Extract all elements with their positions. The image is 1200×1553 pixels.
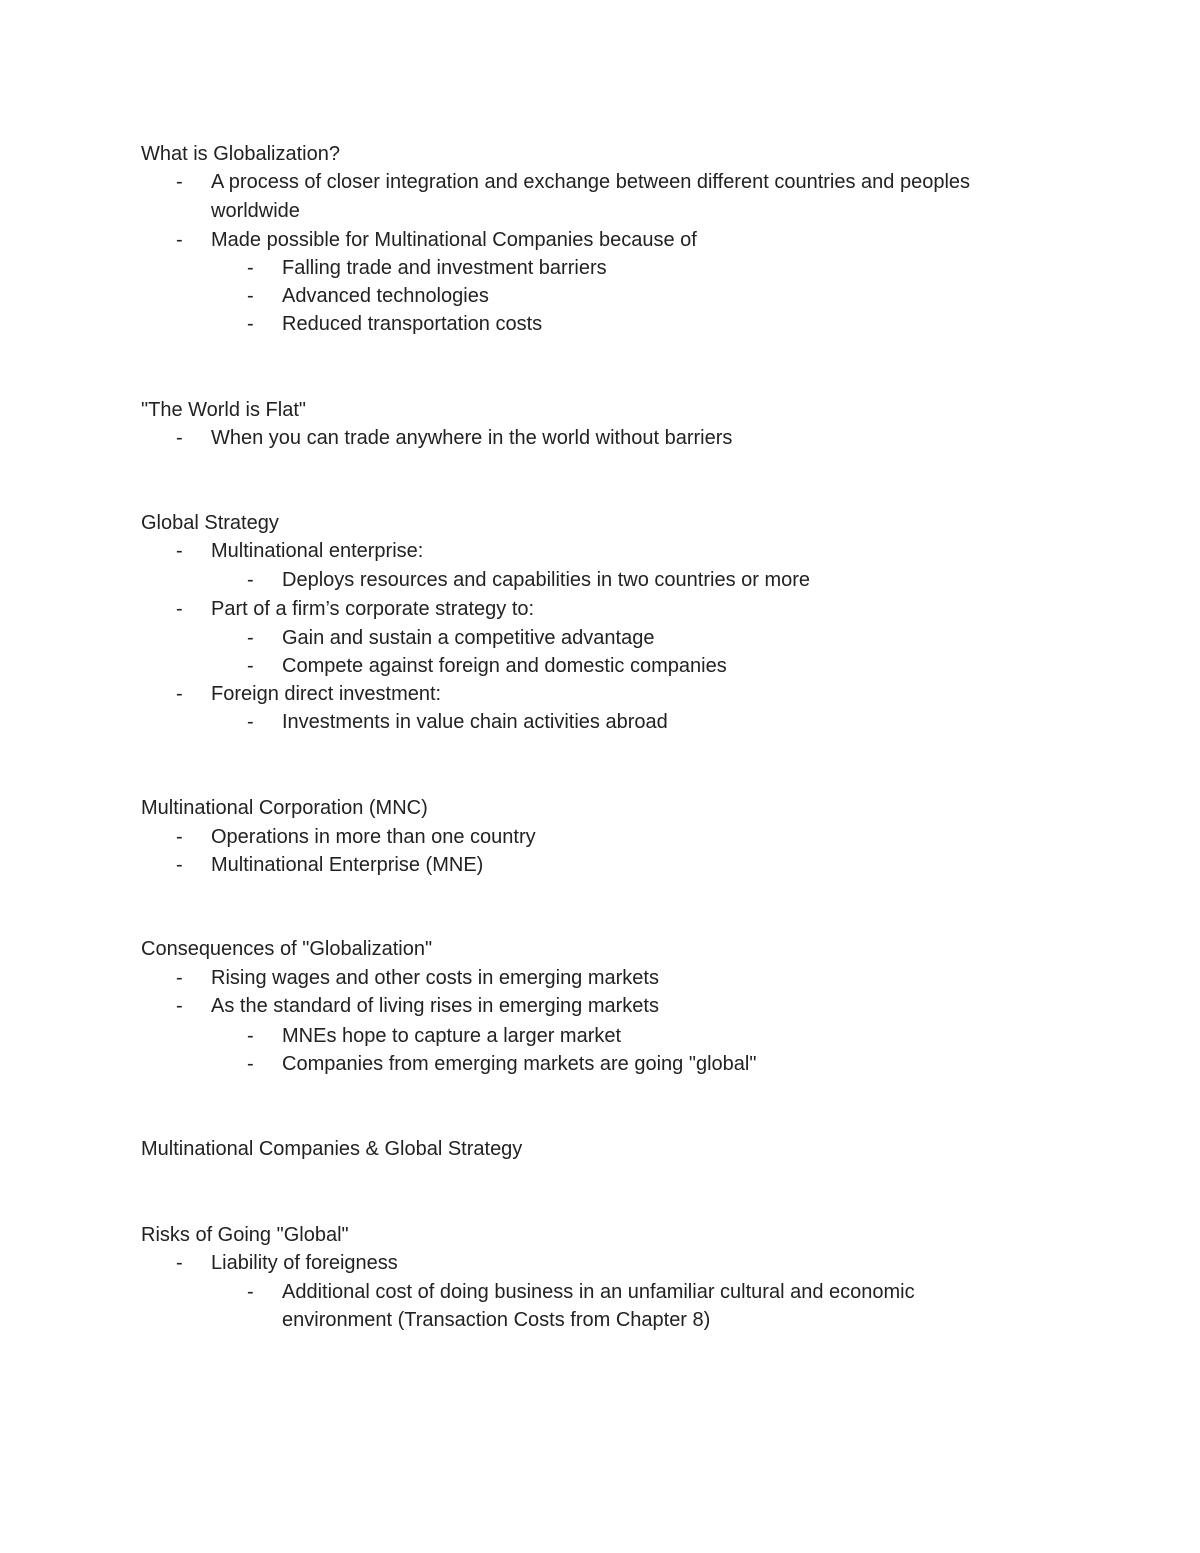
bullet-dash: - xyxy=(247,285,254,307)
list-item: Multinational Enterprise (MNE) xyxy=(211,854,484,876)
bullet-dash: - xyxy=(247,1053,254,1075)
list-item: When you can trade anywhere in the world without barriers xyxy=(211,427,733,449)
sub-list-item-continuation: environment (Transaction Costs from Chapter 8) xyxy=(282,1309,711,1331)
bullet-dash: - xyxy=(247,569,254,591)
bullet-dash: - xyxy=(176,540,183,562)
bullet-dash: - xyxy=(247,1281,254,1303)
bullet-dash: - xyxy=(176,683,183,705)
list-item-continuation: worldwide xyxy=(211,200,300,222)
sub-list-item: Reduced transportation costs xyxy=(282,313,543,335)
list-item: Rising wages and other costs in emerging markets xyxy=(211,967,659,989)
bullet-dash: - xyxy=(176,171,183,193)
list-item: Part of a firm’s corporate strategy to: xyxy=(211,598,535,620)
bullet-dash: - xyxy=(247,627,254,649)
sub-list-item: Compete against foreign and domestic companies xyxy=(282,655,727,677)
list-item: Liability of foreigness xyxy=(211,1252,398,1274)
sub-list-item: Additional cost of doing business in an unfamiliar cultural and economic xyxy=(282,1281,915,1303)
sub-list-item: Falling trade and investment barriers xyxy=(282,257,607,279)
sub-list-item: Investments in value chain activities abroad xyxy=(282,711,668,733)
sub-list-item: Deploys resources and capabilities in two countries or more xyxy=(282,569,811,591)
bullet-dash: - xyxy=(247,257,254,279)
bullet-dash: - xyxy=(176,995,183,1017)
section-heading: Risks of Going "Global" xyxy=(141,1224,349,1246)
sub-list-item: Advanced technologies xyxy=(282,285,489,307)
bullet-dash: - xyxy=(176,1252,183,1274)
list-item: As the standard of living rises in emerging markets xyxy=(211,995,659,1017)
section-heading: What is Globalization? xyxy=(141,143,340,165)
section-heading: Consequences of "Globalization" xyxy=(141,938,433,960)
list-item: Foreign direct investment: xyxy=(211,683,442,705)
section-heading: Multinational Corporation (MNC) xyxy=(141,797,428,819)
sub-list-item: MNEs hope to capture a larger market xyxy=(282,1025,622,1047)
bullet-dash: - xyxy=(247,1025,254,1047)
bullet-dash: - xyxy=(176,229,183,251)
list-item: Made possible for Multinational Companies because of xyxy=(211,229,697,251)
section-heading: Multinational Companies & Global Strategy xyxy=(141,1138,523,1160)
bullet-dash: - xyxy=(176,826,183,848)
bullet-dash: - xyxy=(247,711,254,733)
bullet-dash: - xyxy=(176,967,183,989)
sub-list-item: Companies from emerging markets are going "global" xyxy=(282,1053,757,1075)
list-item: A process of closer integration and exchange between different countries and peoples xyxy=(211,171,971,193)
sub-list-item: Gain and sustain a competitive advantage xyxy=(282,627,655,649)
section-heading: "The World is Flat" xyxy=(141,399,306,421)
list-item: Operations in more than one country xyxy=(211,826,536,848)
bullet-dash: - xyxy=(176,598,183,620)
section-heading: Global Strategy xyxy=(141,512,279,534)
list-item: Multinational enterprise: xyxy=(211,540,424,562)
bullet-dash: - xyxy=(176,427,183,449)
bullet-dash: - xyxy=(176,854,183,876)
bullet-dash: - xyxy=(247,313,254,335)
bullet-dash: - xyxy=(247,655,254,677)
